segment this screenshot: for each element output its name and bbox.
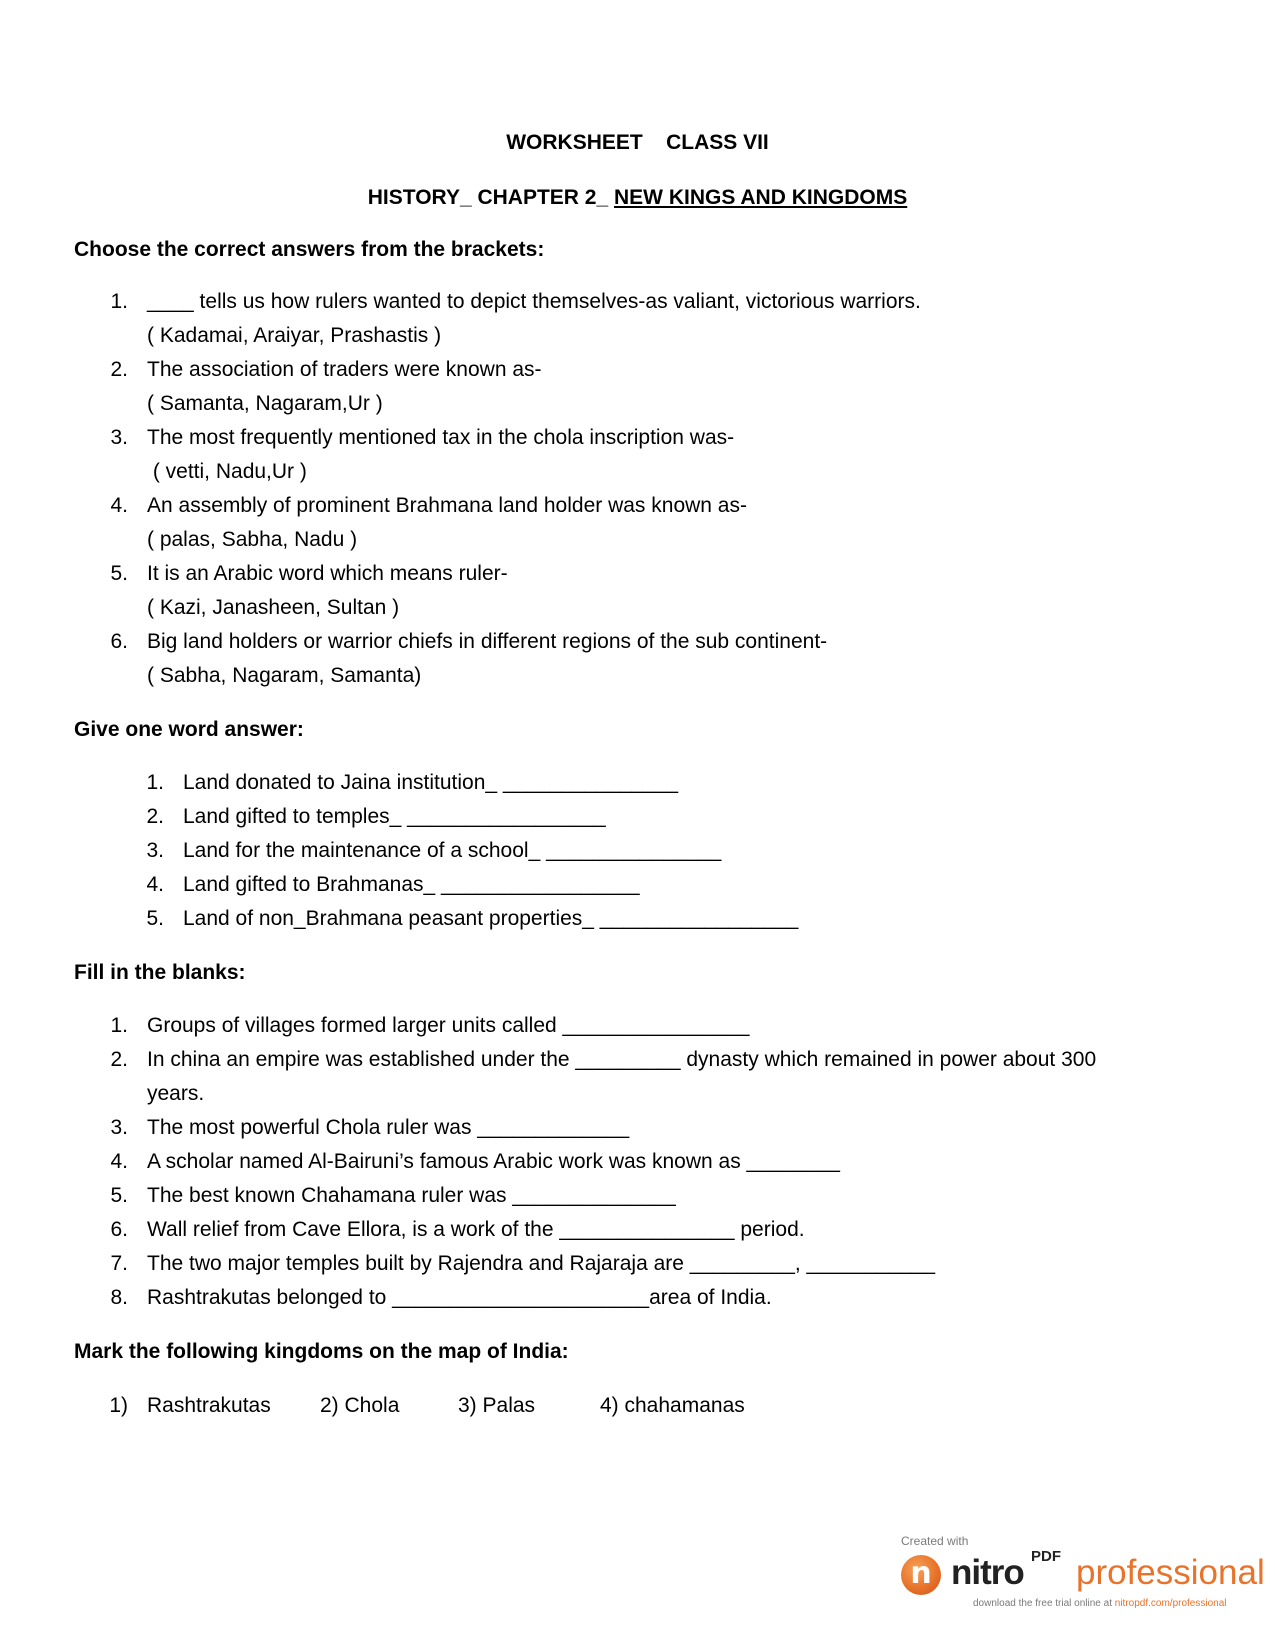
question-options: ( Samanta, Nagaram,Ur ) (147, 392, 383, 415)
nitro-logo-superscript: PDF (1031, 1548, 1061, 1565)
kingdom-item: Rashtrakutas (147, 1394, 271, 1417)
title-class: CLASS VII (666, 131, 769, 154)
question-text: Land gifted to temples_ _________________ (183, 805, 606, 828)
question-text: The most powerful Chola ruler was _____________ (147, 1116, 630, 1139)
section-heading-map: Mark the following kingdoms on the map of India: (74, 1340, 569, 1363)
question-number: 4. (146, 873, 164, 896)
question-text: Land of non_Brahmana peasant properties_ _________________ (183, 907, 799, 930)
question-text: Wall relief from Cave Ellora, is a work of the _______________ period. (147, 1218, 805, 1241)
question-text: The best known Chahamana ruler was ______________ (147, 1184, 676, 1207)
created-with-label: Created with (901, 1534, 969, 1548)
question-number: 3. (110, 1116, 128, 1139)
question-text: ____ tells us how rulers wanted to depict themselves-as valiant, victorious warriors. (147, 290, 921, 313)
question-options: ( palas, Sabha, Nadu ) (147, 528, 358, 551)
question-number: 6. (110, 630, 128, 653)
question-text: Land donated to Jaina institution_ _______________ (183, 771, 679, 794)
question-number: 1. (110, 1014, 128, 1037)
question-options: ( vetti, Nadu,Ur ) (147, 460, 307, 483)
section-heading-choose: Choose the correct answers from the brackets: (74, 238, 545, 261)
question-text: Rashtrakutas belonged to ______________________area of India. (147, 1286, 772, 1309)
worksheet-title (0, 131, 1275, 155)
question-number: 1. (146, 771, 164, 794)
question-text: Groups of villages formed larger units called ________________ (147, 1014, 750, 1037)
question-number: 4. (110, 1150, 128, 1173)
question-number: 5. (110, 1184, 128, 1207)
worksheet-subtitle (0, 186, 1275, 210)
question-text: The association of traders were known as- (147, 358, 542, 381)
download-text: download the free trial online at (973, 1598, 1115, 1609)
nitro-logo-icon: n (901, 1555, 941, 1595)
question-text: A scholar named Al-Bairuni’s famous Arabic work was known as ________ (147, 1150, 840, 1173)
question-number: 2. (146, 805, 164, 828)
download-link[interactable]: nitropdf.com/professional (1114, 1598, 1227, 1609)
kingdom-item: 2) Chola (320, 1394, 400, 1417)
question-text: It is an Arabic word which means ruler- (147, 562, 508, 585)
question-number: 6. (110, 1218, 128, 1241)
question-text: Land for the maintenance of a school_ _______________ (183, 839, 722, 862)
question-text: In china an empire was established under the _________ dynasty which remained in power about 300 (147, 1048, 1097, 1071)
question-number: 1) (109, 1394, 128, 1417)
question-number: 5. (146, 907, 164, 930)
question-number: 5. (110, 562, 128, 585)
question-number: 3. (110, 426, 128, 449)
question-number: 2. (110, 1048, 128, 1071)
nitro-logo-product: professional (1076, 1553, 1265, 1592)
question-number: 4. (110, 494, 128, 517)
question-text: Land gifted to Brahmanas_ _________________ (183, 873, 640, 896)
question-number: 7. (110, 1252, 128, 1275)
question-number: 2. (110, 358, 128, 381)
question-text: The two major temples built by Rajendra and Rajaraja are _________, ___________ (147, 1252, 936, 1275)
subtitle-chapter-name: NEW KINGS AND KINGDOMS (614, 186, 908, 209)
question-options: ( Kazi, Janasheen, Sultan ) (147, 596, 400, 619)
title-worksheet: WORKSHEET (506, 131, 643, 154)
question-text: The most frequently mentioned tax in the chola inscription was- (147, 426, 735, 449)
question-number: 3. (146, 839, 164, 862)
section-heading-one-word: Give one word answer: (74, 718, 304, 741)
section-heading-fill-blanks: Fill in the blanks: (74, 961, 246, 984)
question-text: An assembly of prominent Brahmana land holder was known as- (147, 494, 747, 517)
question-continuation: years. (147, 1082, 205, 1105)
kingdom-item: 3) Palas (458, 1394, 536, 1417)
question-number: 1. (110, 290, 128, 313)
subtitle-prefix: HISTORY_ CHAPTER 2_ (367, 186, 614, 209)
question-options: ( Kadamai, Araiyar, Prashastis ) (147, 324, 442, 347)
download-trial-note (973, 1598, 1227, 1609)
kingdom-item: 4) chahamanas (600, 1394, 745, 1417)
nitro-logo-brand: nitro (951, 1553, 1024, 1592)
question-number: 8. (110, 1286, 128, 1309)
question-options: ( Sabha, Nagaram, Samanta) (147, 664, 422, 687)
question-text: Big land holders or warrior chiefs in different regions of the sub continent- (147, 630, 828, 653)
